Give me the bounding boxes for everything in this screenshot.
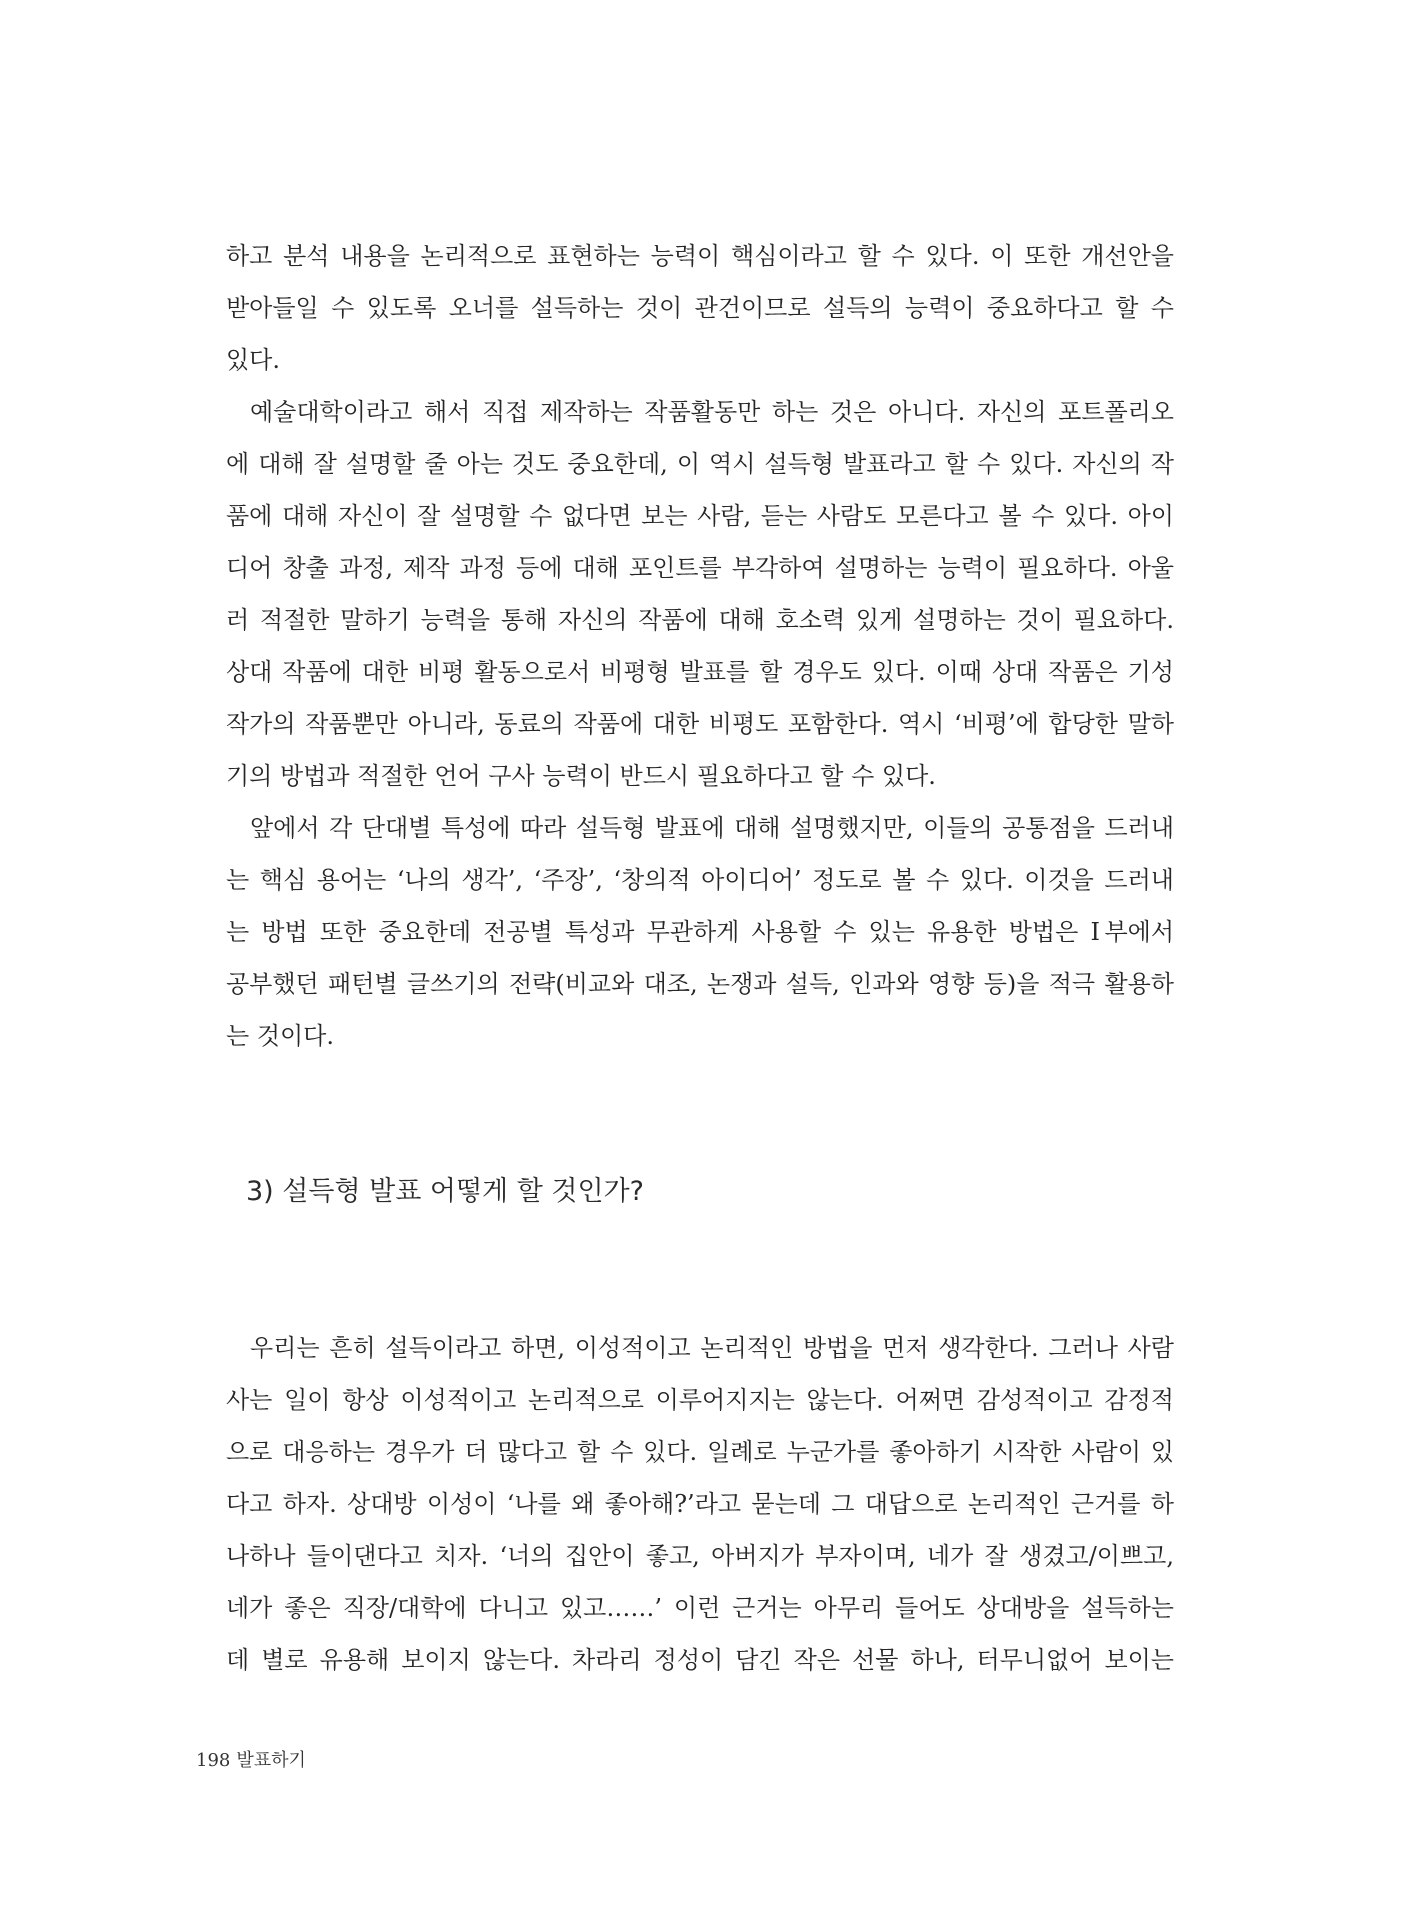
text-line: 공부했던 패턴별 글쓰기의 전략(비교와 대조, 논쟁과 설득, 인과와 영향 등)을 적극 활용하 bbox=[226, 970, 1174, 998]
text-line: 으로 대응하는 경우가 더 많다고 할 수 있다. 일례로 누군가를 좋아하기 시작한 사람이 있 bbox=[226, 1438, 1174, 1466]
paragraph-1 bbox=[226, 230, 1174, 386]
text-line: 는 것이다. bbox=[226, 1022, 334, 1050]
text-line: 는 방법 또한 중요한데 전공별 특성과 무관하게 사용할 수 있는 유용한 방법은 Ⅰ부에서 bbox=[226, 918, 1174, 946]
text-line: 받아들일 수 있도록 오너를 설득하는 것이 관건이므로 설득의 능력이 중요하다고 할 수 bbox=[226, 294, 1174, 322]
text-line: 있다. bbox=[226, 346, 280, 374]
text-line: 네가 좋은 직장/대학에 다니고 있고……’ 이런 근거는 아무리 들어도 상대방을 설득하는 bbox=[226, 1594, 1174, 1622]
text-line: 앞에서 각 단대별 특성에 따라 설득형 발표에 대해 설명했지만, 이들의 공통점을 드러내 bbox=[250, 814, 1174, 842]
text-line: 러 적절한 말하기 능력을 통해 자신의 작품에 대해 호소력 있게 설명하는 것이 필요하다. bbox=[226, 606, 1174, 634]
text-line: 예술대학이라고 해서 직접 제작하는 작품활동만 하는 것은 아니다. 자신의 포트폴리오 bbox=[250, 398, 1174, 426]
section-heading: 3) 설득형 발표 어떻게 할 것인가? bbox=[246, 1176, 644, 1207]
paragraph-3 bbox=[226, 802, 1174, 1062]
text-line: 사는 일이 항상 이성적이고 논리적으로 이루어지지는 않는다. 어쩌면 감성적이고 감정적 bbox=[226, 1386, 1174, 1414]
text-line: 는 핵심 용어는 ‘나의 생각’, ‘주장’, ‘창의적 아이디어’ 정도로 볼 수 있다. 이것을 드러내 bbox=[226, 866, 1174, 894]
text-line: 품에 대해 자신이 잘 설명할 수 없다면 보는 사람, 듣는 사람도 모른다고 볼 수 있다. 아이 bbox=[226, 502, 1174, 530]
text-line: 다고 하자. 상대방 이성이 ‘나를 왜 좋아해?’라고 묻는데 그 대답으로 논리적인 근거를 하 bbox=[226, 1490, 1174, 1518]
running-title: 발표하기 bbox=[236, 1750, 306, 1771]
text-line: 상대 작품에 대한 비평 활동으로서 비평형 발표를 할 경우도 있다. 이때 상대 작품은 기성 bbox=[226, 658, 1174, 686]
text-line: 하고 분석 내용을 논리적으로 표현하는 능력이 핵심이라고 할 수 있다. 이 또한 개선안을 bbox=[226, 242, 1174, 270]
page-footer bbox=[196, 1746, 306, 1776]
text-line: 에 대해 잘 설명할 줄 아는 것도 중요한데, 이 역시 설득형 발표라고 할 수 있다. 자신의 작 bbox=[226, 450, 1174, 478]
paragraph-4 bbox=[226, 1322, 1174, 1686]
text-line: 작가의 작품뿐만 아니라, 동료의 작품에 대한 비평도 포함한다. 역시 ‘비평’에 합당한 말하 bbox=[226, 710, 1174, 738]
paragraph-2 bbox=[226, 386, 1174, 802]
text-line: 우리는 흔히 설득이라고 하면, 이성적이고 논리적인 방법을 먼저 생각한다. 그러나 사람 bbox=[250, 1334, 1174, 1362]
text-line: 기의 방법과 적절한 언어 구사 능력이 반드시 필요하다고 할 수 있다. bbox=[226, 762, 936, 790]
text-line: 나하나 들이댄다고 치자. ‘너의 집안이 좋고, 아버지가 부자이며, 네가 잘 생겼고/이쁘고, bbox=[226, 1542, 1174, 1570]
text-line: 데 별로 유용해 보이지 않는다. 차라리 정성이 담긴 작은 선물 하나, 터무니없어 보이는 bbox=[226, 1646, 1174, 1674]
text-line: 디어 창출 과정, 제작 과정 등에 대해 포인트를 부각하여 설명하는 능력이 필요하다. 아울 bbox=[226, 554, 1174, 582]
page-number: 198 bbox=[196, 1750, 231, 1771]
